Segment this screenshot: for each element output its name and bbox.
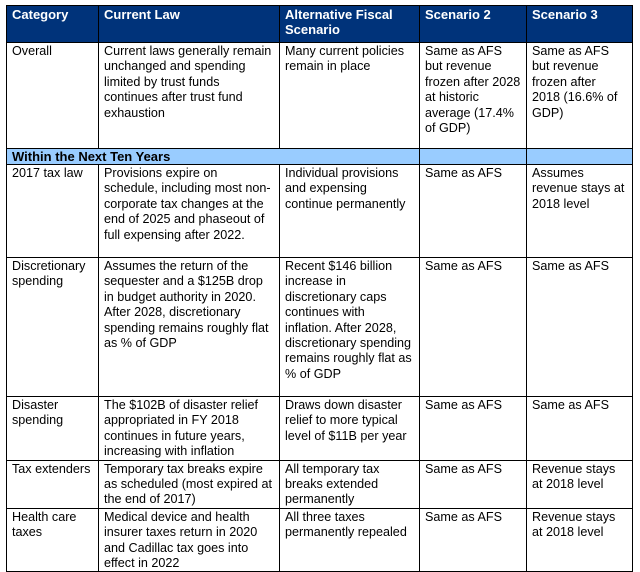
cell: All temporary tax breaks extended permanently [280,460,420,508]
cell: Same as AFS [527,397,633,461]
cell: Draws down disaster relief to more typical level of $11B per year [280,397,420,461]
header-category: Category [7,6,99,43]
table-row [7,460,633,508]
cell: Assumes revenue stays at 2018 level [527,165,633,258]
header-current-law: Current Law [99,6,280,43]
cell [420,149,527,165]
cell: All three taxes permanently repealed [280,508,420,572]
cell: Current laws generally remain unchanged and spending limited by trust funds continues after trust fund exhaustion [99,43,280,149]
table-row [7,165,633,258]
cell: Discretionary spending [7,258,99,397]
cell: Same as AFS [420,165,527,258]
cell: Temporary tax breaks expire as scheduled (most expired at the end of 2017) [99,460,280,508]
cell [527,149,633,165]
section-row [7,149,633,165]
cell: 2017 tax law [7,165,99,258]
cell: Same as AFS [420,508,527,572]
cell: Recent $146 billion increase in discretionary caps continues with inflation. After 2028, discretionary spending remains roughly flat as % of GDP [280,258,420,397]
cell: Overall [7,43,99,149]
cell: Tax extenders [7,460,99,508]
header-row [7,6,633,43]
cell: Same as AFS [420,258,527,397]
cell: Same as AFS [527,258,633,397]
table-row [7,508,633,572]
cell: Same as AFS but revenue frozen after 2018 (16.6% of GDP) [527,43,633,149]
cell: Health care taxes [7,508,99,572]
table-row [7,258,633,397]
cell: Same as AFS but revenue frozen after 2028 at historic average (17.4% of GDP) [420,43,527,149]
cell: Revenue stays at 2018 level [527,460,633,508]
header-afs: Alternative Fiscal Scenario [280,6,420,43]
section-label: Within the Next Ten Years [7,149,420,165]
cell: Disaster spending [7,397,99,461]
cell: Same as AFS [420,397,527,461]
header-scenario-2: Scenario 2 [420,6,527,43]
table-row-overall [7,43,633,149]
cell: Assumes the return of the sequester and a $125B drop in budget authority in 2020. After 2028, discretionary spending remains roughly flat as % of GDP [99,258,280,397]
cell: Individual provisions and expensing continue permanently [280,165,420,258]
table-row [7,397,633,461]
cell: Provisions expire on schedule, including most non-corporate tax changes at the end of 2025 and phaseout of full expensing after 2022. [99,165,280,258]
cell: Many current policies remain in place [280,43,420,149]
cell: Revenue stays at 2018 level [527,508,633,572]
cell: Same as AFS [420,460,527,508]
header-scenario-3: Scenario 3 [527,6,633,43]
cell: The $102B of disaster relief appropriated in FY 2018 continues in future years, increasing with inflation [99,397,280,461]
scenario-comparison-table [6,5,633,572]
cell: Medical device and health insurer taxes return in 2020 and Cadillac tax goes into effect in 2022 [99,508,280,572]
